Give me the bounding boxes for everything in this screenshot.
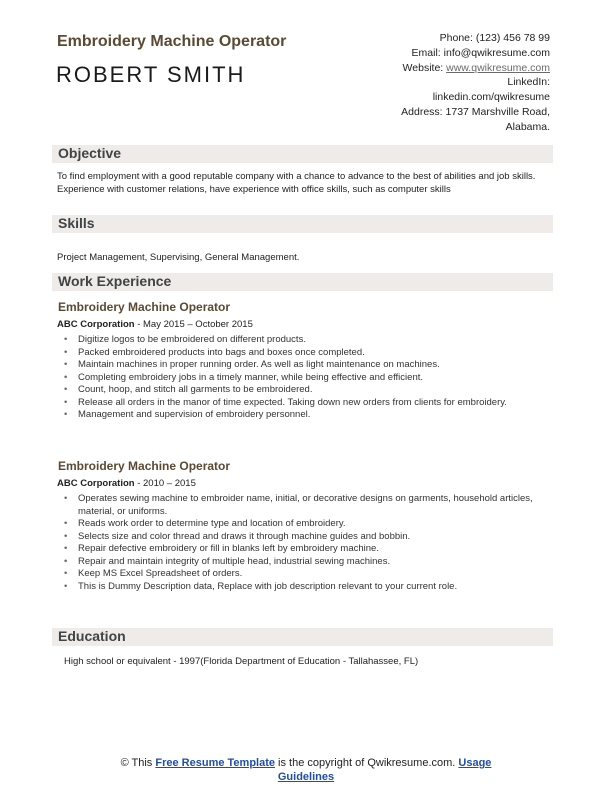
education-section-bar	[52, 628, 553, 646]
footer-prefix: © This	[120, 757, 156, 769]
website-label: Website:	[402, 61, 444, 74]
job-2-title: Embroidery Machine Operator	[58, 459, 231, 473]
list-item: • This is Dummy Description data, Replace with job description relevant to your current role.	[64, 581, 544, 594]
skills-section-bar	[52, 215, 553, 233]
job-1-dates: - May 2015 – October 2015	[134, 319, 253, 330]
list-item: • Count, hoop, and stitch all garments to be embroidered.	[64, 384, 544, 397]
contact-linkedin-label: LinkedIn:	[507, 76, 550, 89]
contact-email	[310, 46, 550, 61]
job-1-employer	[57, 319, 253, 330]
education-heading: Education	[58, 628, 126, 644]
job-1-company: ABC Corporation	[57, 319, 135, 330]
education-text: High school or equivalent - 1997(Florida Department of Education - Tallahassee, FL)	[64, 656, 419, 667]
experience-heading: Work Experience	[58, 273, 172, 289]
phone-label: Phone:	[439, 32, 473, 44]
email-label: Email:	[411, 46, 441, 59]
list-item: • Reads work order to determine type and location of embroidery.	[64, 518, 544, 531]
contact-phone	[310, 31, 550, 46]
list-item: • Operates sewing machine to embroider name, initial, or decorative designs on garments, household articles, material, or uniforms.	[64, 493, 544, 518]
list-item: • Management and supervision of embroidery personnel.	[64, 409, 544, 422]
list-item: • Maintain machines in proper running order. As well as light maintenance on machines.	[64, 359, 544, 372]
footer-middle: is the copyright of Qwikresume.com.	[275, 757, 459, 769]
job-1-bullets	[64, 334, 544, 422]
objective-section-bar	[52, 145, 553, 163]
email-value[interactable]: info@qwikresume.com	[443, 46, 550, 59]
website-link[interactable]: www.qwikresume.com	[446, 61, 550, 74]
job-2-employer	[57, 478, 196, 489]
list-item: • Completing embroidery jobs in a timely manner, while being effective and efficient.	[64, 372, 544, 385]
contact-address	[310, 105, 550, 120]
contact-linkedin-value[interactable]: linkedin.com/qwikresume	[432, 91, 550, 104]
list-item: • Digitize logos to be embroidered on different products.	[64, 334, 544, 347]
list-item: • Release all orders in the manor of time expected. Taking down new orders from clients for embroidery.	[64, 397, 544, 410]
list-item: • Packed embroidered products into bags and boxes once completed.	[64, 347, 544, 360]
skills-heading: Skills	[58, 215, 95, 231]
address-label: Address:	[401, 105, 443, 118]
job-1-title: Embroidery Machine Operator	[58, 300, 231, 314]
objective-heading: Objective	[58, 145, 122, 161]
contact-website	[310, 61, 550, 76]
skills-text: Project Management, Supervising, General Management.	[57, 252, 300, 263]
address-line2: Alabama.	[505, 120, 550, 133]
candidate-name: ROBERT SMITH	[56, 62, 246, 87]
usage-guidelines-link-part1[interactable]: Usage	[458, 757, 492, 769]
job-2-company: ABC Corporation	[57, 478, 135, 489]
job-2-dates: - 2010 – 2015	[134, 478, 196, 489]
job-2-bullets	[64, 493, 544, 593]
contact-block	[310, 31, 550, 135]
list-item: • Keep MS Excel Spreadsheet of orders.	[64, 568, 544, 581]
list-item: • Selects size and color thread and draws it through machine guides and bobbin.	[64, 531, 544, 544]
footer-copyright	[0, 757, 612, 784]
usage-guidelines-link-part2[interactable]: Guidelines	[277, 770, 335, 783]
phone-value: (123) 456 78 99	[475, 32, 550, 44]
free-resume-template-link[interactable]: Free Resume Template	[155, 757, 275, 769]
list-item: • Repair defective embroidery or fill in blanks left by embroidery machine.	[64, 543, 544, 556]
objective-text: To find employment with a good reputable company with a chance to advance to the best of abilities and job skills. Experience with customer relations, have experience with office skills, such as computer skills	[57, 171, 536, 195]
list-item: • Repair and maintain integrity of multiple head, industrial sewing machines.	[64, 556, 544, 569]
resume-job-title: Embroidery Machine Operator	[57, 33, 287, 50]
address-line1: 1737 Marshville Road,	[445, 105, 550, 118]
